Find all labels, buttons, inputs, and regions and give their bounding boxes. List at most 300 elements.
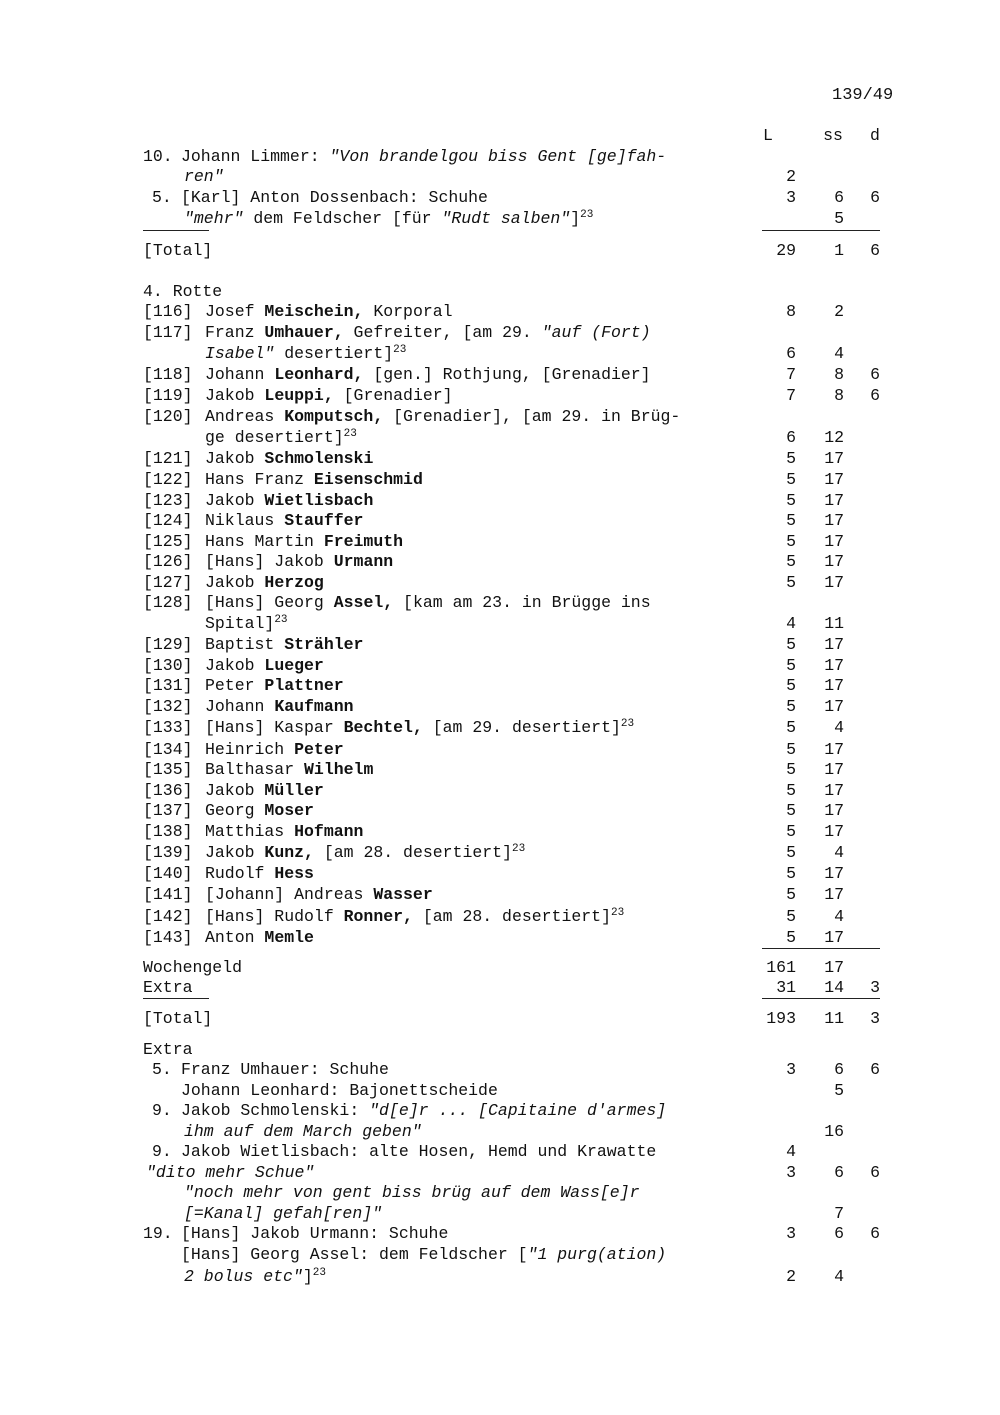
- amount-ss: 17: [824, 822, 844, 841]
- amount-ss: 1: [834, 241, 844, 260]
- entry-text: [205, 927, 314, 948]
- quote: ihm auf dem March geben": [184, 1122, 422, 1141]
- surname: Wilhelm: [304, 760, 374, 779]
- entry-id: [133]: [143, 718, 193, 737]
- entry-text: [205, 863, 314, 884]
- amount-ss: 17: [824, 885, 844, 904]
- amount-d: 6: [870, 188, 880, 207]
- extra-7: [0, 1223, 1000, 1244]
- text: dem Feldscher [für: [243, 209, 442, 228]
- entry-140: [0, 863, 1000, 884]
- surname: Hofmann: [294, 822, 364, 841]
- note: desertiert]: [274, 344, 394, 363]
- sum-label: Extra: [143, 978, 193, 997]
- footnote-ref: 23: [620, 718, 635, 730]
- amount-l: 5: [786, 822, 796, 841]
- note: Spital]: [205, 614, 275, 633]
- given-name: Franz: [205, 323, 265, 342]
- note: Korporal: [363, 302, 453, 321]
- extra-2: [0, 1080, 1000, 1101]
- amount-ss: 17: [824, 864, 844, 883]
- extra-1: [0, 1059, 1000, 1080]
- amount-l: 5: [786, 843, 796, 862]
- sum-label: Wochengeld: [143, 958, 243, 977]
- given-name: Andreas: [205, 407, 285, 426]
- rule-left-2: [143, 998, 209, 999]
- quote: "mehr": [184, 209, 244, 228]
- note: [am 28. desertiert]: [412, 907, 611, 926]
- surname: Moser: [264, 801, 314, 820]
- rule-wochengeld: [762, 948, 880, 949]
- entry-id: [135]: [143, 760, 193, 779]
- amount-ss: 17: [824, 470, 844, 489]
- entry-134: [0, 739, 1000, 760]
- entry-number: 5.: [152, 1060, 172, 1079]
- amount-ss: 14: [824, 978, 844, 997]
- text: Jakob Schmolenski:: [181, 1101, 370, 1120]
- amount-ss: 17: [824, 511, 844, 530]
- amount-l: 5: [786, 740, 796, 759]
- section-title: [0, 281, 1000, 302]
- amount-l: 5: [786, 885, 796, 904]
- section-title-text: Extra: [143, 1040, 193, 1059]
- entry-id: [126]: [143, 552, 193, 571]
- note: [am 29. desertiert]: [422, 718, 621, 737]
- entry-feldscher: [0, 208, 1000, 229]
- quote: "noch mehr von gent biss brüg auf dem Wass[e]r: [184, 1183, 640, 1202]
- surname: Peter: [294, 740, 344, 759]
- entry-120-cont: [0, 427, 1000, 448]
- given-name: Anton: [205, 928, 265, 947]
- quote: ren": [184, 167, 224, 186]
- note: [am 28. desertiert]: [313, 843, 512, 862]
- amount-l: 7: [786, 365, 796, 384]
- entry-id: [122]: [143, 470, 193, 489]
- amount-l: 8: [786, 302, 796, 321]
- entry-name: Johann Limmer:: [181, 147, 330, 166]
- surname: Kaufmann: [274, 697, 354, 716]
- entry-text-cont: [184, 1266, 326, 1287]
- column-header-d: d: [870, 126, 880, 145]
- entry-117-cont: [0, 343, 1000, 364]
- entry-text: [205, 469, 423, 490]
- entry-130: [0, 655, 1000, 676]
- entry-text: [205, 906, 624, 927]
- entry-118: [0, 364, 1000, 385]
- surname: Ronner,: [343, 907, 413, 926]
- amount-l: 3: [786, 188, 796, 207]
- amount-ss: 7: [834, 1204, 844, 1223]
- amount-ss: 17: [824, 697, 844, 716]
- entry-142: [0, 906, 1000, 927]
- surname: Eisenschmid: [313, 470, 423, 489]
- given-name: Georg: [205, 801, 265, 820]
- entry-137: [0, 800, 1000, 821]
- entry-text: [205, 821, 363, 842]
- amount-ss: 6: [834, 1163, 844, 1182]
- footnote-ref: 23: [511, 843, 526, 855]
- surname: Kunz,: [264, 843, 314, 862]
- amount-l: 5: [786, 718, 796, 737]
- amount-l: 4: [786, 1142, 796, 1161]
- entry-id: [137]: [143, 801, 193, 820]
- quote: "1 purg(ation): [527, 1245, 667, 1264]
- extra-8: [0, 1244, 1000, 1265]
- text: [Hans] Georg Assel: dem Feldscher [: [181, 1245, 528, 1264]
- extra-3: [0, 1100, 1000, 1121]
- amount-d: 6: [870, 386, 880, 405]
- entry-text: [205, 675, 344, 696]
- surname: Hess: [274, 864, 314, 883]
- entry-text: [Karl] Anton Dossenbach: Schuhe: [181, 188, 488, 207]
- entry-116: [0, 301, 1000, 322]
- entry-131: [0, 675, 1000, 696]
- amount-l: 5: [786, 760, 796, 779]
- note: [gen.] Rothjung, [Grenadier]: [363, 365, 651, 384]
- given-name: Balthasar: [205, 760, 305, 779]
- amount-l: 3: [786, 1060, 796, 1079]
- amount-l: 5: [786, 801, 796, 820]
- extra-3-cont: [0, 1121, 1000, 1142]
- entry-id: [129]: [143, 635, 193, 654]
- given-name: Peter: [205, 676, 265, 695]
- given-name: [Hans] Jakob: [205, 552, 334, 571]
- entry-id: [127]: [143, 573, 193, 592]
- entry-122: [0, 469, 1000, 490]
- note: ge desertiert]: [205, 428, 344, 447]
- given-name: Rudolf: [205, 864, 275, 883]
- given-name: Jakob: [205, 491, 265, 510]
- text: ]: [570, 209, 581, 228]
- given-name: [Hans] Georg: [205, 593, 334, 612]
- amount-ss: 17: [824, 928, 844, 947]
- amount-l: 5: [786, 864, 796, 883]
- footnote-ref: 23: [343, 428, 357, 440]
- amount-ss: 17: [824, 958, 844, 977]
- surname: Komputsch,: [284, 407, 384, 426]
- entry-117: [0, 322, 1000, 343]
- quote: "dito mehr Schue": [146, 1163, 315, 1182]
- amount-d: 6: [870, 1224, 880, 1243]
- entry-id: [131]: [143, 676, 193, 695]
- entry-text: [205, 739, 344, 760]
- given-name: Niklaus: [205, 511, 285, 530]
- entry-text: [205, 592, 651, 613]
- extra-title: [0, 1039, 1000, 1060]
- entry-id: [116]: [143, 302, 193, 321]
- amount-l: 5: [786, 697, 796, 716]
- entry-138: [0, 821, 1000, 842]
- given-name: Jakob: [205, 573, 265, 592]
- given-name: Matthias: [205, 822, 295, 841]
- given-name: Josef: [205, 302, 265, 321]
- amount-ss: 17: [824, 552, 844, 571]
- given-name: Jakob: [205, 843, 265, 862]
- column-header-l: L: [763, 126, 773, 145]
- amount-l: 5: [786, 573, 796, 592]
- amount-l: 31: [776, 978, 796, 997]
- amount-l: 5: [786, 491, 796, 510]
- entry-133: [0, 717, 1000, 738]
- total-label: [Total]: [143, 241, 213, 260]
- amount-ss: 17: [824, 635, 844, 654]
- entry-id: [132]: [143, 697, 193, 716]
- note: Gefreiter, [am 29.: [343, 323, 542, 342]
- entry-120: [0, 406, 1000, 427]
- surname: Meischein,: [264, 302, 364, 321]
- given-name: [Hans] Kaspar: [205, 718, 344, 737]
- quote: "d[e]r ... [Capitaine d'armes]: [369, 1101, 667, 1120]
- entry-limmer-cont: [0, 166, 1000, 187]
- entry-id: [119]: [143, 386, 193, 405]
- entry-132: [0, 696, 1000, 717]
- entry-text: [205, 634, 363, 655]
- entry-number: 9.: [152, 1101, 172, 1120]
- surname: Leuppi,: [264, 386, 334, 405]
- amount-ss: 17: [824, 781, 844, 800]
- given-name: [Hans] Rudolf: [205, 907, 344, 926]
- entry-id: [121]: [143, 449, 193, 468]
- entry-135: [0, 759, 1000, 780]
- amount-ss: 12: [824, 428, 844, 447]
- entry-123: [0, 490, 1000, 511]
- entry-124: [0, 510, 1000, 531]
- entry-text: [205, 406, 680, 427]
- entry-126: [0, 551, 1000, 572]
- entry-id: [125]: [143, 532, 193, 551]
- amount-ss: 17: [824, 801, 844, 820]
- entry-id: [134]: [143, 740, 193, 759]
- amount-l: 7: [786, 386, 796, 405]
- entry-121: [0, 448, 1000, 469]
- amount-l: 161: [766, 958, 796, 977]
- entry-id: [117]: [143, 323, 193, 342]
- entry-id: [136]: [143, 781, 193, 800]
- entry-119: [0, 385, 1000, 406]
- entry-text: [205, 510, 363, 531]
- entry-id: [142]: [143, 907, 193, 926]
- amount-d: 6: [870, 241, 880, 260]
- quote: "Rudt salben": [441, 209, 571, 228]
- amount-ss: 6: [834, 1060, 844, 1079]
- entry-text: Johann Leonhard: Bajonettscheide: [181, 1081, 498, 1100]
- entry-text: [184, 208, 593, 229]
- amount-l: 6: [786, 344, 796, 363]
- amount-l: 5: [786, 449, 796, 468]
- surname: Schmolenski: [264, 449, 374, 468]
- amount-l: 5: [786, 656, 796, 675]
- entry-text: [181, 1244, 666, 1265]
- given-name: Heinrich: [205, 740, 295, 759]
- given-name: Hans Martin: [205, 532, 324, 551]
- given-name: Jakob: [205, 781, 265, 800]
- entry-text: Jakob Wietlisbach: alte Hosen, Hemd und Krawatte: [181, 1142, 657, 1161]
- amount-d: 6: [870, 1060, 880, 1079]
- extra-6: [0, 1182, 1000, 1203]
- note: [Grenadier], [am 29. in Brüg-: [383, 407, 681, 426]
- surname: Wietlisbach: [264, 491, 374, 510]
- entry-text: [205, 696, 354, 717]
- amount-ss: 17: [824, 740, 844, 759]
- entry-number: 19.: [143, 1224, 173, 1243]
- amount-ss: 17: [824, 656, 844, 675]
- amount-l: 5: [786, 635, 796, 654]
- amount-l: 5: [786, 552, 796, 571]
- surname: Leonhard,: [274, 365, 364, 384]
- entry-id: [130]: [143, 656, 193, 675]
- entry-id: [143]: [143, 928, 193, 947]
- section-title-text: 4. Rotte: [143, 282, 223, 301]
- entry-text: [205, 842, 525, 863]
- amount-ss: 5: [834, 209, 844, 228]
- surname: Wasser: [373, 885, 433, 904]
- surname: Müller: [264, 781, 324, 800]
- given-name: Jakob: [205, 449, 265, 468]
- entry-text: [205, 780, 324, 801]
- amount-ss: 4: [834, 907, 844, 926]
- amount-l: 5: [786, 470, 796, 489]
- footnote-ref: 23: [274, 614, 288, 626]
- amount-ss: 4: [834, 1267, 844, 1286]
- amount-l: 5: [786, 511, 796, 530]
- entry-id: [118]: [143, 365, 193, 384]
- text: ]: [302, 1267, 313, 1286]
- extra-sum-row: [0, 977, 1000, 998]
- entry-id: [139]: [143, 843, 193, 862]
- total-row: [0, 240, 1000, 261]
- entry-text-cont: [205, 613, 288, 634]
- page-number: 139/49: [832, 86, 894, 105]
- amount-ss: 17: [824, 491, 844, 510]
- total-label: [Total]: [143, 1009, 213, 1028]
- amount-ss: 16: [824, 1122, 844, 1141]
- amount-ss: 17: [824, 676, 844, 695]
- amount-l: 193: [766, 1009, 796, 1028]
- entry-text: [205, 364, 651, 385]
- entry-text: Franz Umhauer: Schuhe: [181, 1060, 389, 1079]
- entry-139: [0, 842, 1000, 863]
- entry-125: [0, 531, 1000, 552]
- amount-ss: 2: [834, 302, 844, 321]
- entry-text: [Hans] Jakob Urmann: Schuhe: [181, 1224, 449, 1243]
- amount-ss: 17: [824, 760, 844, 779]
- entry-text: [205, 448, 373, 469]
- amount-d: 6: [870, 1163, 880, 1182]
- entry-text-cont: [205, 343, 406, 364]
- entry-id: [124]: [143, 511, 193, 530]
- surname: Freimuth: [323, 532, 404, 551]
- rule-total-2: [762, 998, 880, 999]
- total-row-2: [0, 1008, 1000, 1029]
- amount-d: 3: [870, 978, 880, 997]
- entry-text-cont: [205, 427, 357, 448]
- quote: 2 bolus etc": [184, 1267, 303, 1286]
- entry-number: 5.: [152, 188, 172, 207]
- entry-text: [205, 385, 453, 406]
- surname: Plattner: [264, 676, 344, 695]
- given-name: Jakob: [205, 386, 265, 405]
- given-name: Baptist: [205, 635, 285, 654]
- footnote-ref: 23: [580, 209, 594, 221]
- quote: [=Kanal] gefah[ren]": [184, 1204, 383, 1223]
- amount-d: 6: [870, 365, 880, 384]
- amount-l: 5: [786, 907, 796, 926]
- quote: "Von brandelgou biss Gent [ge]fah-: [329, 147, 667, 166]
- amount-ss: 4: [834, 718, 844, 737]
- entry-text: [205, 322, 651, 343]
- surname: Herzog: [264, 573, 324, 592]
- surname: Assel,: [333, 593, 394, 612]
- entry-text: [205, 490, 373, 511]
- entry-id: [140]: [143, 864, 193, 883]
- amount-ss: 11: [824, 1009, 844, 1028]
- amount-ss: 8: [834, 365, 844, 384]
- entry-text: [205, 531, 403, 552]
- amount-ss: 8: [834, 386, 844, 405]
- wochengeld-row: [0, 957, 1000, 978]
- footnote-ref: 23: [610, 907, 625, 919]
- quote: "auf (Fort): [541, 323, 651, 342]
- given-name: Johann: [205, 697, 275, 716]
- amount-l: 5: [786, 928, 796, 947]
- extra-8-cont: [0, 1266, 1000, 1287]
- entry-text: [205, 655, 324, 676]
- rule-total: [762, 230, 880, 231]
- entry-143: [0, 927, 1000, 948]
- amount-ss: 6: [834, 188, 844, 207]
- note: [kam am 23. in Brügge ins: [393, 593, 651, 612]
- entry-127: [0, 572, 1000, 593]
- entry-text: [181, 146, 666, 167]
- amount-l: 3: [786, 1224, 796, 1243]
- amount-l: 5: [786, 676, 796, 695]
- rule-left: [143, 230, 209, 231]
- entry-text: [205, 717, 634, 738]
- surname: Urmann: [333, 552, 394, 571]
- entry-id: [123]: [143, 491, 193, 510]
- surname: Lueger: [264, 656, 324, 675]
- entry-text: [205, 759, 373, 780]
- amount-ss: 5: [834, 1081, 844, 1100]
- quote: Isabel": [205, 344, 275, 363]
- amount-l: 2: [786, 1267, 796, 1286]
- entry-number: 10.: [143, 147, 173, 166]
- amount-ss: 4: [834, 344, 844, 363]
- amount-ss: 4: [834, 843, 844, 862]
- column-header-ss: ss: [823, 126, 843, 145]
- footnote-ref: 23: [312, 1267, 326, 1279]
- footnote-ref: 23: [393, 344, 407, 356]
- amount-l: 29: [776, 241, 796, 260]
- amount-l: 4: [786, 614, 796, 633]
- surname: Strähler: [284, 635, 364, 654]
- given-name: Jakob: [205, 656, 265, 675]
- entry-text: [205, 301, 453, 322]
- entry-141: [0, 884, 1000, 905]
- surname: Stauffer: [284, 511, 364, 530]
- entry-text: [205, 884, 433, 905]
- entry-id: [128]: [143, 593, 193, 612]
- amount-d: 3: [870, 1009, 880, 1028]
- entry-id: [141]: [143, 885, 193, 904]
- extra-5: [0, 1162, 1000, 1183]
- entry-136: [0, 780, 1000, 801]
- surname: Umhauer,: [264, 323, 344, 342]
- amount-ss: 11: [824, 614, 844, 633]
- amount-ss: 17: [824, 449, 844, 468]
- entry-text: [205, 572, 324, 593]
- amount-l: 3: [786, 1163, 796, 1182]
